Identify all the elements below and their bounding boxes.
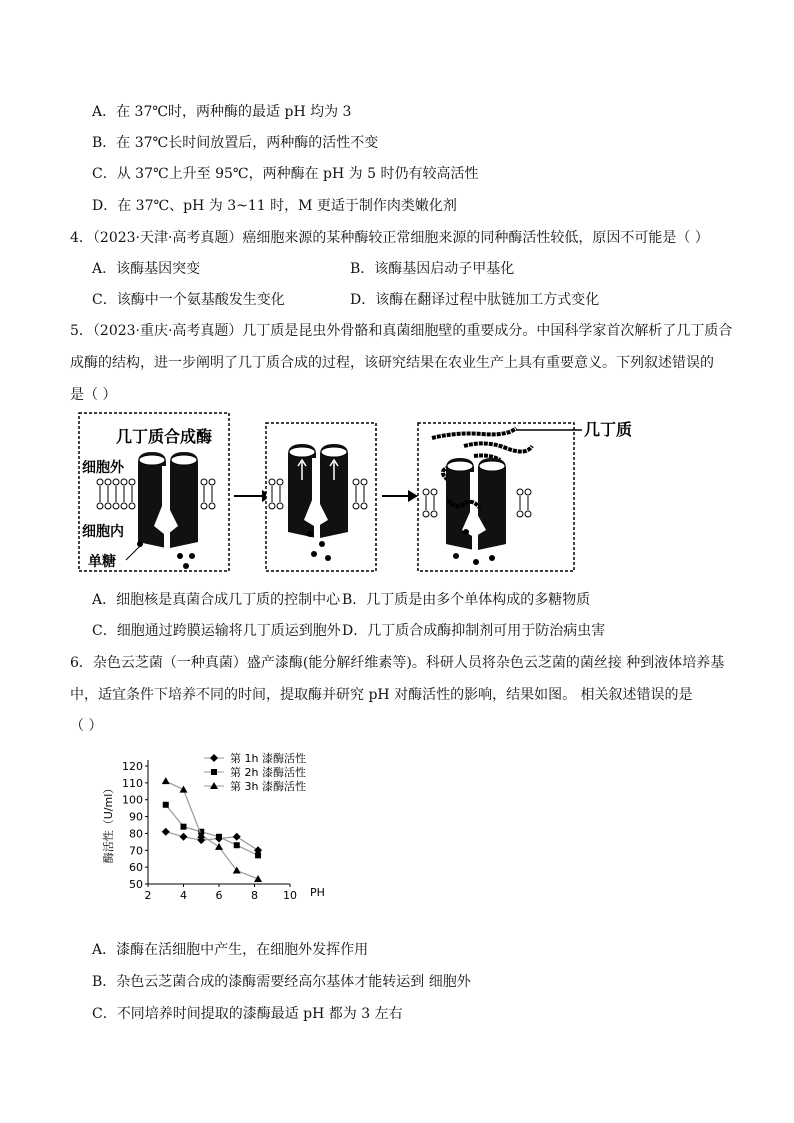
chart-y-axis-label: 酶活性（U/ml）	[102, 782, 115, 864]
q4-option-d: D．该酶在翻译过程中肽链加工方式变化	[350, 292, 600, 308]
q5-stem-line-2: 成酶的结构，进一步阐明了几丁质合成的过程，该研究结果在农业生产上具有重要意义。下列叙述错误的	[70, 355, 714, 371]
figure-panel-2	[266, 423, 376, 571]
x-tick-label: 8	[251, 889, 258, 902]
data-point-square	[234, 842, 240, 848]
q4-option-a: A．该酶基因突变	[92, 261, 201, 277]
label-intracellular: 细胞内	[82, 524, 124, 540]
data-point-square	[255, 852, 261, 858]
x-tick-label: 6	[215, 889, 223, 902]
chart-x-axis-label: PH	[310, 886, 325, 899]
x-tick-label: 4	[180, 889, 187, 902]
data-point-diamond	[233, 833, 241, 841]
series-line	[166, 781, 258, 879]
data-point-triangle	[162, 777, 170, 784]
x-tick-label: 2	[144, 889, 152, 902]
data-point-square	[181, 824, 187, 830]
y-tick-label: 120	[122, 760, 143, 773]
data-point-diamond	[162, 828, 170, 836]
q6-option-a: A．漆酶在活细胞中产生，在细胞外发挥作用	[92, 942, 369, 958]
q5-option-b: B．几丁质是由多个单体构成的多糖物质	[342, 592, 591, 608]
q5-option-d: D．几丁质合成酶抑制剂可用于防治病虫害	[342, 623, 606, 639]
data-point-square	[211, 769, 217, 775]
q6-stem-line-2: 中，适宜条件下培养不同的时间，提取酶并研究 pH 对酶活性的影响，结果如图。 相关叙述错误的是	[70, 687, 693, 703]
legend-entry: 第 2h 漆酶活性	[230, 766, 306, 779]
y-tick-label: 90	[129, 810, 143, 824]
q4-option-c: C．该酶中一个氨基酸发生变化	[92, 292, 285, 308]
q4-option-b: B．该酶基因启动子甲基化	[350, 261, 515, 277]
data-point-square	[163, 802, 169, 808]
y-tick-label: 70	[129, 844, 143, 858]
legend-entry: 第 1h 漆酶活性	[230, 752, 306, 765]
q3-option-b: B．在 37℃长时间放置后，两种酶的活性不变	[92, 135, 379, 151]
q6-stem-line-3: （ ）	[70, 718, 103, 734]
q3-option-a: A．在 37℃时，两种酶的最适 pH 均为 3	[92, 104, 352, 120]
q5-stem-line-1: 5．（2023·重庆·高考真题）几丁质是昆虫外骨骼和真菌细胞壁的重要成分。中国科学家首次解析了几丁质合	[70, 323, 733, 339]
y-tick-label: 100	[122, 793, 143, 807]
y-tick-label: 50	[129, 878, 143, 891]
figure-panel-1	[79, 413, 229, 571]
y-tick-label: 60	[129, 861, 143, 875]
chitin-synthesis-figure	[76, 410, 716, 580]
data-point-triangle	[180, 786, 188, 793]
q5-option-c: C．细胞通过跨膜运输将几丁质运到胞外	[92, 623, 341, 639]
y-tick-label: 110	[122, 776, 143, 790]
data-point-triangle	[215, 843, 223, 850]
q5-option-a: A．细胞核是真菌合成几丁质的控制中心	[92, 592, 341, 608]
q3-option-c: C．从 37℃上升至 95℃，两种酶在 pH 为 5 时仍有较高活性	[92, 166, 479, 182]
label-chitin: 几丁质	[584, 420, 633, 439]
q4-stem: 4．（2023·天津·高考真题）癌细胞来源的某种酶较正常细胞来源的同种酶活性较低，原因不可能是（ ）	[70, 230, 709, 246]
label-monosaccharide: 单糖	[88, 554, 116, 570]
legend-entry: 第 3h 漆酶活性	[230, 780, 306, 793]
y-tick-label: 80	[129, 827, 143, 841]
q5-stem-line-3: 是（ ）	[70, 387, 117, 403]
label-extracellular: 细胞外	[82, 460, 124, 476]
data-point-square	[216, 834, 222, 840]
data-point-diamond	[210, 754, 218, 762]
figure-panel-3	[418, 423, 582, 571]
series-line	[166, 805, 258, 856]
x-tick-label: 10	[283, 889, 297, 902]
q3-option-d: D．在 37℃、pH 为 3~11 时，M 更适于制作肉类嫩化剂	[92, 198, 457, 214]
q6-stem-line-1: 6．杂色云芝菌（一种真菌）盛产漆酶(能分解纤维素等)。科研人员将杂色云芝菌的菌丝接 种到液体培养基	[70, 655, 725, 671]
q6-option-c: C．不同培养时间提取的漆酶最适 pH 都为 3 左右	[92, 1006, 403, 1022]
q6-option-b: B．杂色云芝菌合成的漆酶需要经高尔基体才能转运到 细胞外	[92, 974, 471, 990]
laccase-activity-chart	[100, 748, 340, 918]
label-chitin-synthase: 几丁质合成酶	[115, 427, 213, 446]
data-point-diamond	[180, 833, 188, 841]
